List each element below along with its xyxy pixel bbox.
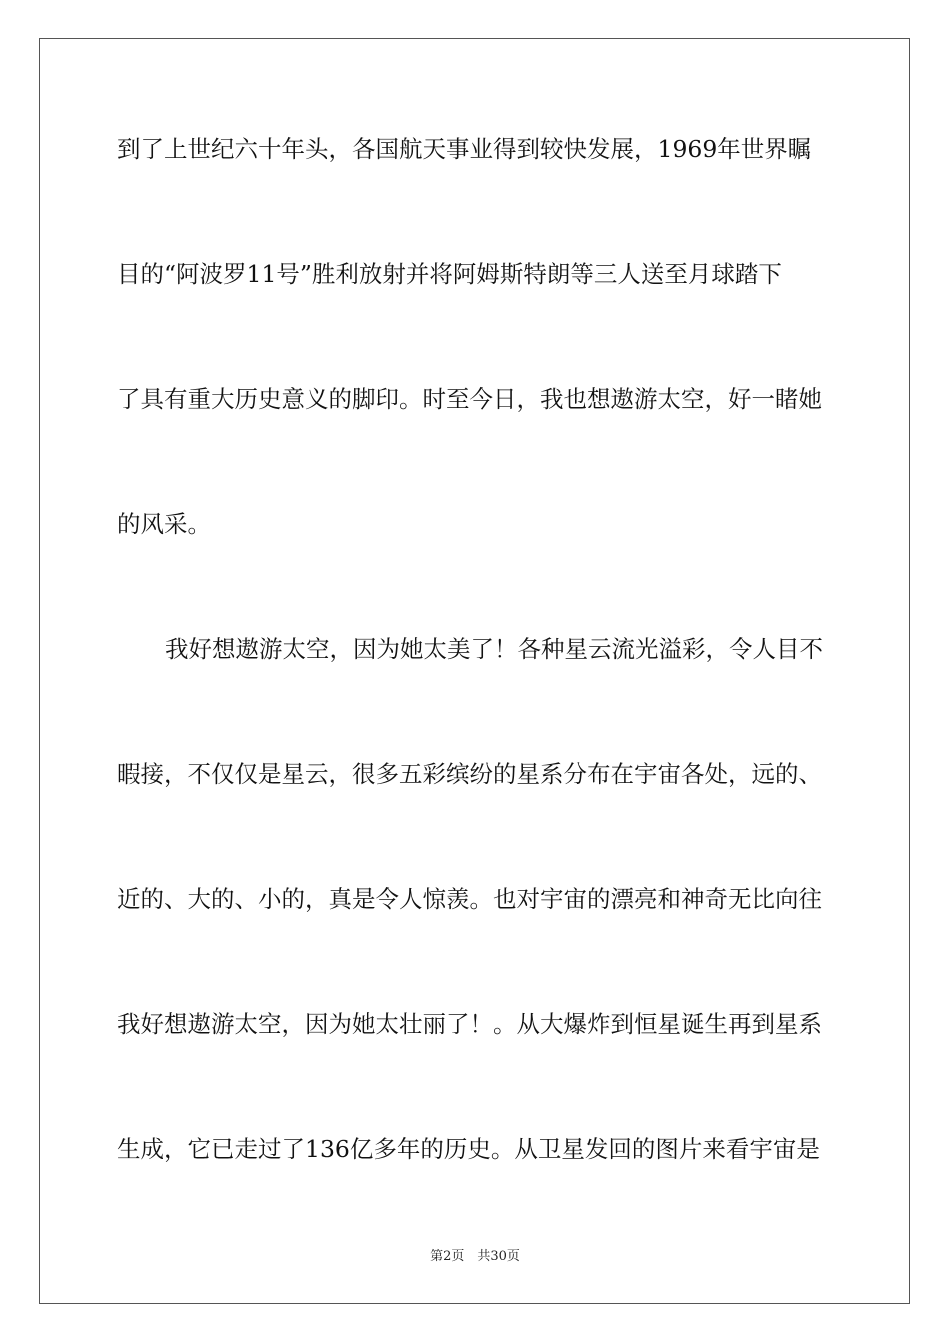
text-line: 生成，它已走过了136亿多年的历史。从卫星发回的图片来看宇宙是 [117,1135,820,1163]
page-number-footer: 第2页 共30页 [430,1249,520,1264]
text-line: 暇接，不仅仅是星云，很多五彩缤纷的星系分布在宇宙各处，远的、 [117,760,822,788]
text-line: 的风采。 [117,510,211,538]
paragraph-first-line: 我好想遨游太空，因为她太美了！各种星云流光溢彩，令人目不 [165,635,823,663]
page-frame [39,38,910,1304]
text-line: 近的、大的、小的，真是令人惊羡。也对宇宙的漂亮和神奇无比向往 [117,885,822,913]
text-line: 目的“阿波罗11号”胜利放射并将阿姆斯特朗等三人送至月球踏下 [117,260,782,288]
text-line: 到了上世纪六十年头，各国航天事业得到较快发展，1969年世界瞩 [117,135,812,163]
text-line: 了具有重大历史意义的脚印。时至今日，我也想遨游太空，好一睹她 [117,385,822,413]
text-line: 我好想遨游太空，因为她太壮丽了！。从大爆炸到恒星诞生再到星系 [117,1010,822,1038]
